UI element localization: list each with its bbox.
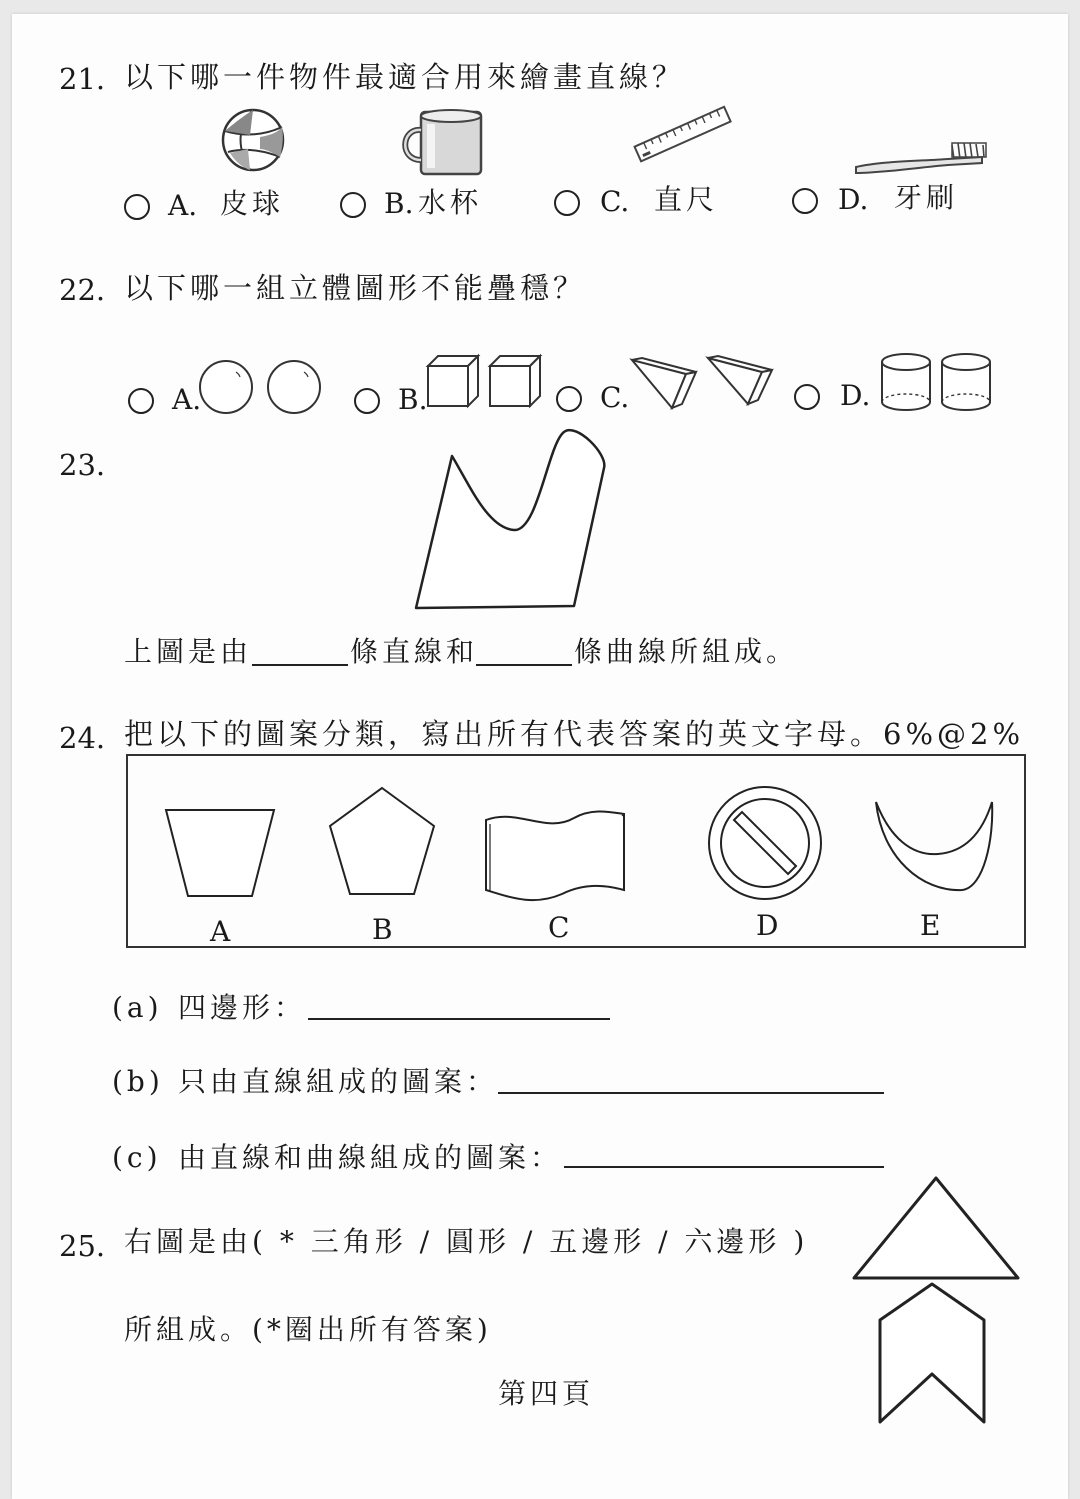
q21-option-d-letter: D. <box>838 183 869 216</box>
q25-line2: 所組成。(*圈出所有答案) <box>124 1313 492 1346</box>
q23-figure <box>408 424 620 612</box>
q24-part-a-answer[interactable] <box>308 1018 610 1020</box>
cup-icon <box>397 106 487 178</box>
q22-option-c-radio[interactable] <box>556 386 582 412</box>
shape-c-wavy-rectangle <box>482 806 628 904</box>
q22-option-b-radio[interactable] <box>354 388 380 414</box>
q21-option-b-text: 水杯 <box>418 186 483 219</box>
ruler-icon <box>630 106 736 164</box>
q24-part-a-text: 四邊形： <box>178 991 307 1024</box>
q21-question: 以下哪一件物件最適合用來繪畫直線？ <box>124 60 686 94</box>
q24-part-c-answer[interactable] <box>564 1166 884 1168</box>
ball-icon <box>220 107 286 173</box>
q23-sentence-part3: 條曲線所組成。 <box>574 635 799 668</box>
q24-number: 24. <box>59 721 106 755</box>
shape-a-label: A <box>210 915 231 948</box>
q22-option-d-radio[interactable] <box>794 384 820 410</box>
shape-b-label: B <box>372 913 393 946</box>
shape-b-pentagon <box>326 786 438 898</box>
q24-part-b-label: (b) <box>112 1065 164 1098</box>
shape-a-trapezoid <box>164 808 276 900</box>
q21-option-a-radio[interactable] <box>124 194 150 220</box>
q24-question: 把以下的圖案分類，寫出所有代表答案的英文字母。6%@2% <box>124 717 1025 751</box>
q22-option-a-radio[interactable] <box>128 388 154 414</box>
q22-question: 以下哪一組立體圖形不能疊穩？ <box>124 271 587 305</box>
q23-sentence-part2: 條直線和 <box>350 635 479 668</box>
q24-part-b-answer[interactable] <box>498 1092 884 1094</box>
q23-straight-lines-blank[interactable] <box>252 664 348 666</box>
spheres-icon <box>198 358 324 416</box>
q21-option-c-text: 直尺 <box>654 183 719 216</box>
cylinders-icon <box>880 352 994 414</box>
cubes-icon <box>426 352 548 410</box>
q22-option-b-letter: B. <box>398 383 428 416</box>
q21-option-c-radio[interactable] <box>554 190 580 216</box>
q21-option-c-letter: C. <box>600 185 630 218</box>
q25-number: 25. <box>59 1229 106 1263</box>
q23-sentence-part1: 上圖是由 <box>124 635 253 668</box>
prisms-icon <box>630 354 780 414</box>
q21-option-b-letter: B. <box>384 187 414 220</box>
q23-curves-blank[interactable] <box>476 664 572 666</box>
q21-number: 21. <box>59 62 106 96</box>
shape-e-label: E <box>920 909 941 942</box>
page-number: 第四頁 <box>498 1377 595 1410</box>
q25-figure <box>850 1174 1022 1426</box>
q21-option-b-radio[interactable] <box>340 192 366 218</box>
q21-option-d-radio[interactable] <box>792 188 818 214</box>
q24-part-c-label: (c) <box>112 1141 162 1174</box>
q21-option-a-letter: A. <box>168 189 198 222</box>
q22-option-a-letter: A. <box>172 383 202 416</box>
q21-option-a-text: 皮球 <box>220 187 285 220</box>
worksheet-page <box>12 14 1068 1499</box>
q24-part-a-label: (a) <box>112 991 163 1024</box>
shape-e-crescent <box>872 798 996 896</box>
q21-option-d-text: 牙刷 <box>894 181 959 214</box>
toothbrush-icon <box>852 139 992 177</box>
q24-part-b-text: 只由直線組成的圖案： <box>178 1065 499 1098</box>
q22-number: 22. <box>59 273 106 307</box>
shape-d-no-sign <box>706 784 824 902</box>
q24-part-c-text: 由直線和曲線組成的圖案： <box>178 1141 563 1174</box>
q22-option-c-letter: C. <box>600 381 630 414</box>
q22-option-d-letter: D. <box>840 379 871 412</box>
shape-c-label: C <box>548 911 570 944</box>
shape-d-label: D <box>756 909 779 942</box>
q25-line1[interactable]: 右圖是由( * 三角形 / 圓形 / 五邊形 / 六邊形 ) <box>124 1225 809 1258</box>
q23-number: 23. <box>59 448 106 482</box>
